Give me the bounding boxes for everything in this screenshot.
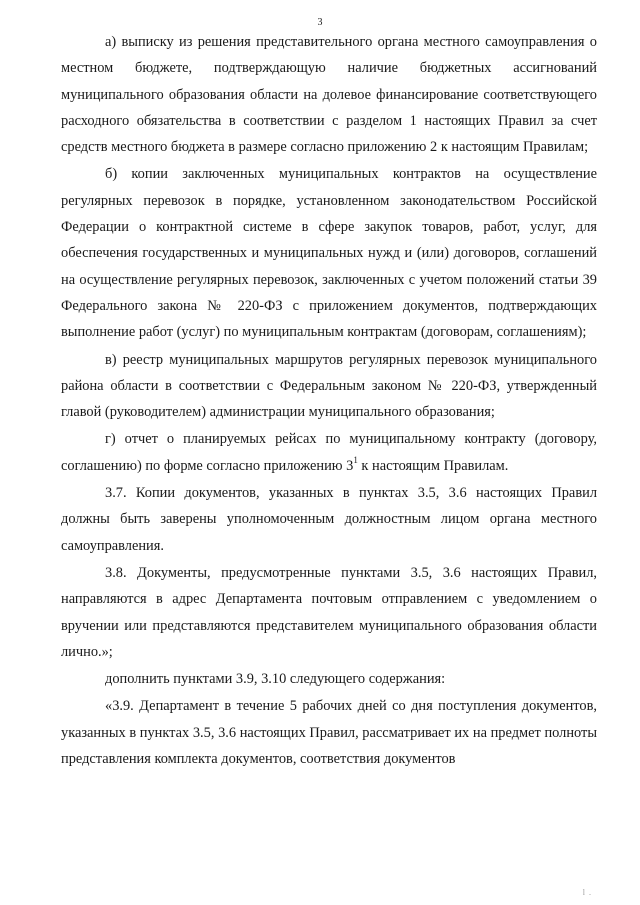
paragraph-3-9: «3.9. Департамент в течение 5 рабочих дней со дня поступления документов, указанных в пунктах 3.5, 3.6 настоящих Правил, рассматривает их на предмет полноты представления комплекта документов, соответствия документов bbox=[61, 698, 597, 768]
appendix-superscript: 1 bbox=[353, 454, 358, 465]
paragraph-b: б) копии заключенных муниципальных контрактов на осуществление регулярных перевозок в порядке, установленном законодательством Российской Федерации о контрактной системе в сфере закупок товаров, работ, услуг, для обеспечения государственных и муниципальных нужд и (или) договоров, соглашений на осуществление регулярных перевозок, заключенных с учетом положений статьи 39 Федерального закона № 220-ФЗ с приложением документов, подтверждающих выполнение работ (услуг) по муниципальным контрактам (договорам, соглашениям); bbox=[61, 166, 597, 341]
paragraph-g-text-end: к настоящим Правилам. bbox=[357, 457, 509, 474]
paragraph-3-8: 3.8. Документы, предусмотренные пунктами 3.5, 3.6 настоящих Правил, направляются в адрес Департамента почтовым отправлением с уведомлением о вручении или представляются представителем муниципального образования области лично.»; bbox=[61, 564, 597, 660]
footer-mark: l . bbox=[582, 888, 592, 897]
paragraph-amendment: дополнить пунктами 3.9, 3.10 следующего содержания: bbox=[105, 671, 446, 688]
paragraph-a: а) выписку из решения представительного органа местного самоуправления о местном бюджете, подтверждающую наличие бюджетных ассигнований муниципального образования области на долевое финансирование соответствующего расходного обязательства в соответствии с разделом 1 настоящих Правил за счет средств местного бюджета в размере согласно приложению 2 к настоящим Правилам; bbox=[61, 34, 597, 156]
page-number: 3 bbox=[317, 17, 323, 28]
paragraph-g-text: г) отчет о планируемых рейсах по муниципальному контракту (договору, соглашению) по форме согласно приложению 3 bbox=[61, 431, 597, 474]
paragraph-3-7: 3.7. Копии документов, указанных в пунктах 3.5, 3.6 настоящих Правил должны быть заверены уполномоченным должностным лицом органа местного самоуправления. bbox=[61, 485, 597, 554]
document-body bbox=[61, 29, 597, 772]
paragraph-g bbox=[61, 426, 597, 479]
paragraph-v: в) реестр муниципальных маршрутов регулярных перевозок муниципального района области в соответствии с Федеральным законом № 220-ФЗ, утвержденный главой (руководителем) администрации муниципального образования; bbox=[61, 351, 597, 421]
